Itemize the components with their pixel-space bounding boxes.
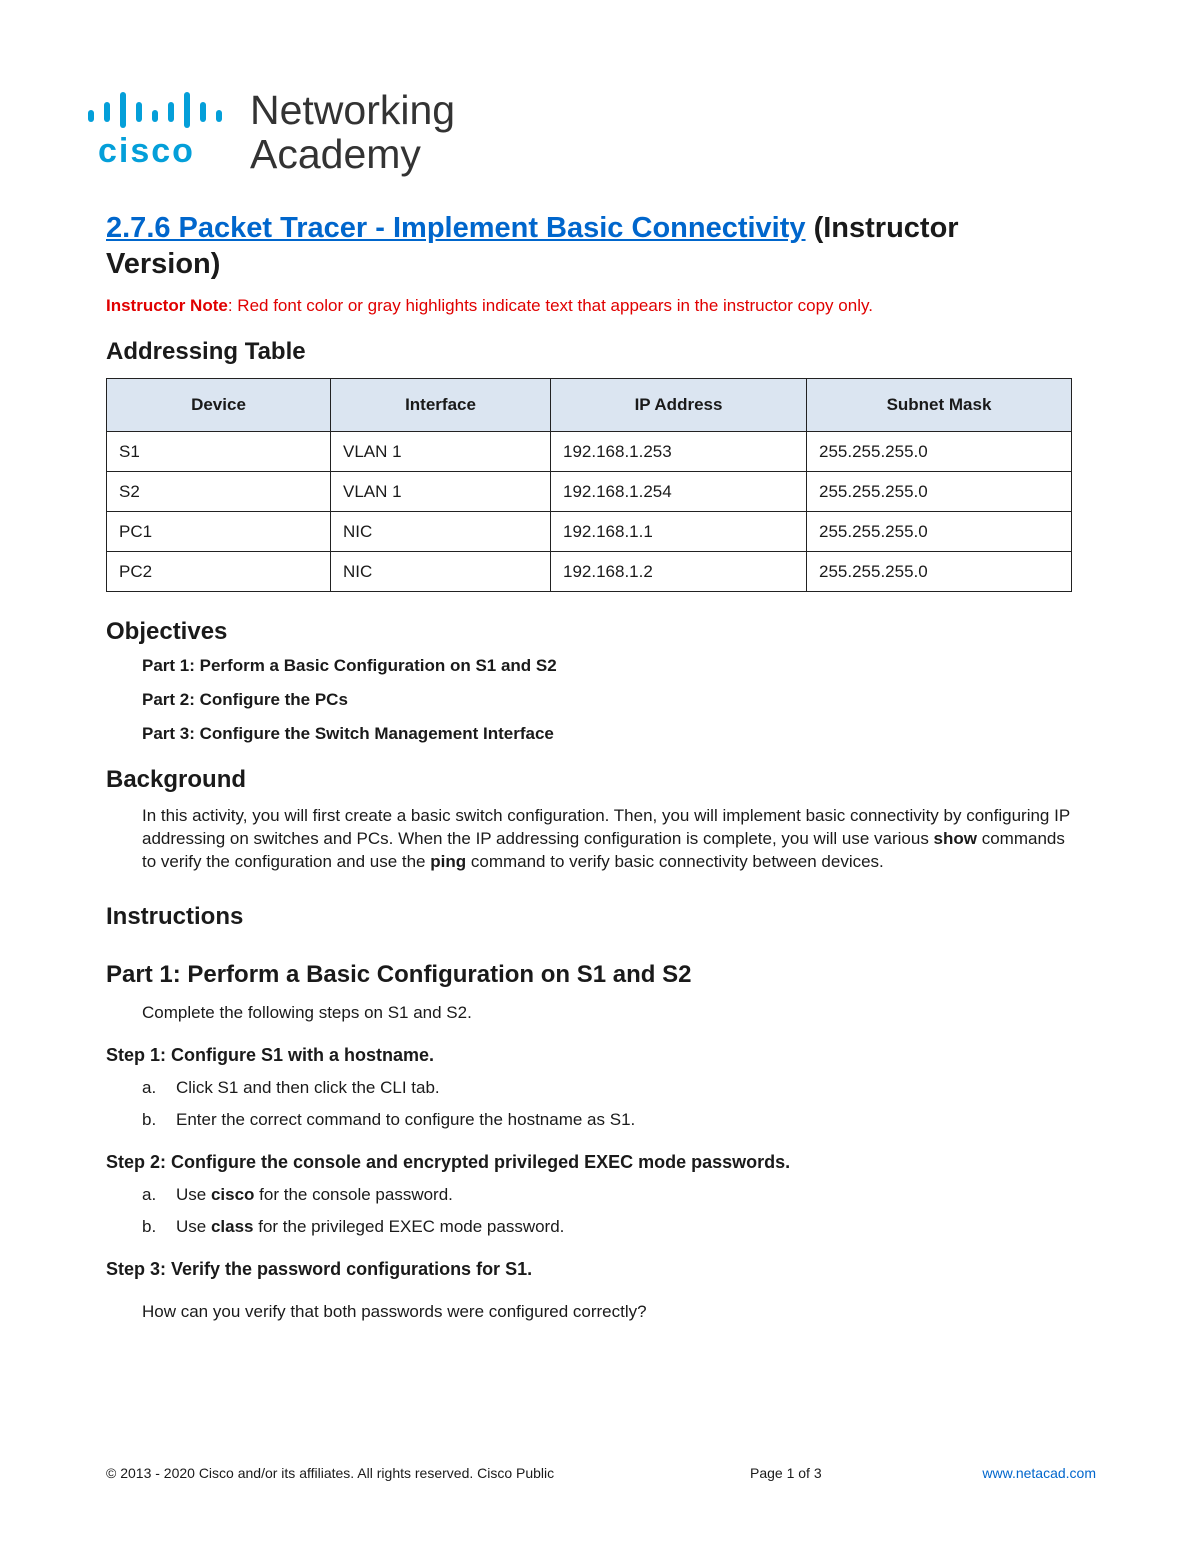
table-header-cell: Subnet Mask [807,379,1072,432]
table-row [107,432,1072,472]
objectives-list [106,656,1072,744]
step2-item-b: b. Use class for the privileged EXEC mode password. [142,1217,565,1236]
step1-heading: Step 1: Configure S1 with a hostname. [106,1045,435,1065]
show-command: show [933,829,977,848]
addressing-table-heading: Addressing Table [106,338,306,365]
step1-item-b: b. Enter the correct command to configure the hostname as S1. [142,1110,636,1129]
table-cell: 255.255.255.0 [807,512,1072,552]
table-cell: 255.255.255.0 [807,552,1072,592]
page-title [106,210,1072,282]
title-link[interactable]: 2.7.6 Packet Tracer - Implement Basic Connectivity [106,212,806,244]
logo-line-academy: Academy [250,131,421,177]
table-cell: NIC [331,552,551,592]
step1-item-a: a. Click S1 and then click the CLI tab. [142,1078,440,1097]
table-cell: S1 [107,432,331,472]
ping-command: ping [430,852,467,871]
step2-item-a: a. Use cisco for the console password. [142,1185,453,1204]
objective-item: Part 1: Perform a Basic Configuration on S1 and S2 [142,656,557,675]
title-suffix: (Instructor Version) [106,212,959,280]
part1-intro: Complete the following steps on S1 and S2. [142,1003,472,1022]
instructor-note-label: Instructor Note [106,296,228,315]
table-header-row [107,379,1072,432]
table-cell: 192.168.1.1 [551,512,807,552]
logo-line-networking: Networking [250,87,456,133]
step3-question: How can you verify that both passwords were configured correctly? [142,1302,647,1321]
table-row [107,472,1072,512]
objective-item: Part 2: Configure the PCs [142,690,348,709]
table-header-cell: Interface [331,379,551,432]
table-cell: 255.255.255.0 [807,432,1072,472]
cisco-wordmark: cisco [98,132,195,170]
table-cell: 192.168.1.253 [551,432,807,472]
document-body [106,210,1072,1322]
addressing-table [106,378,1072,592]
background-heading: Background [106,766,247,793]
cisco-networking-academy-logo [88,84,468,184]
instructions-heading: Instructions [106,903,244,930]
table-cell: PC2 [107,552,331,592]
background-paragraph: In this activity, you will first create a basic switch configuration. Then, you will implement basic connectivity by configuring IP addressing on switches and PCs. When the IP addressing configuration is complete, you will use various show commands to verify the configuration and use the ping command to verify basic connectivity between devices. [142,806,1070,871]
footer-page-number: Page 1 of 3 [750,1465,822,1481]
table-header-cell: IP Address [551,379,807,432]
table-cell: NIC [331,512,551,552]
footer-url-link[interactable]: www.netacad.com [982,1465,1096,1481]
table-row [107,512,1072,552]
table-cell: S2 [107,472,331,512]
objective-item: Part 3: Configure the Switch Management Interface [142,724,554,743]
step3-heading: Step 3: Verify the password configurations for S1. [106,1259,533,1279]
instructor-note-text: : Red font color or gray highlights indicate text that appears in the instructor copy only. [227,296,873,315]
table-cell: PC1 [107,512,331,552]
table-cell: 192.168.1.254 [551,472,807,512]
table-cell: 192.168.1.2 [551,552,807,592]
step2-heading: Step 2: Configure the console and encrypted privileged EXEC mode passwords. [106,1152,791,1172]
table-cell: 255.255.255.0 [807,472,1072,512]
instructor-note [106,296,1072,316]
cisco-bars-icon [88,88,238,132]
table-cell: VLAN 1 [331,432,551,472]
table-cell: VLAN 1 [331,472,551,512]
table-header-cell: Device [107,379,331,432]
part1-heading: Part 1: Perform a Basic Configuration on S1 and S2 [106,961,692,988]
table-row [107,552,1072,592]
objectives-heading: Objectives [106,618,228,645]
footer-copyright: © 2013 - 2020 Cisco and/or its affiliates. All rights reserved. Cisco Public [106,1465,555,1481]
